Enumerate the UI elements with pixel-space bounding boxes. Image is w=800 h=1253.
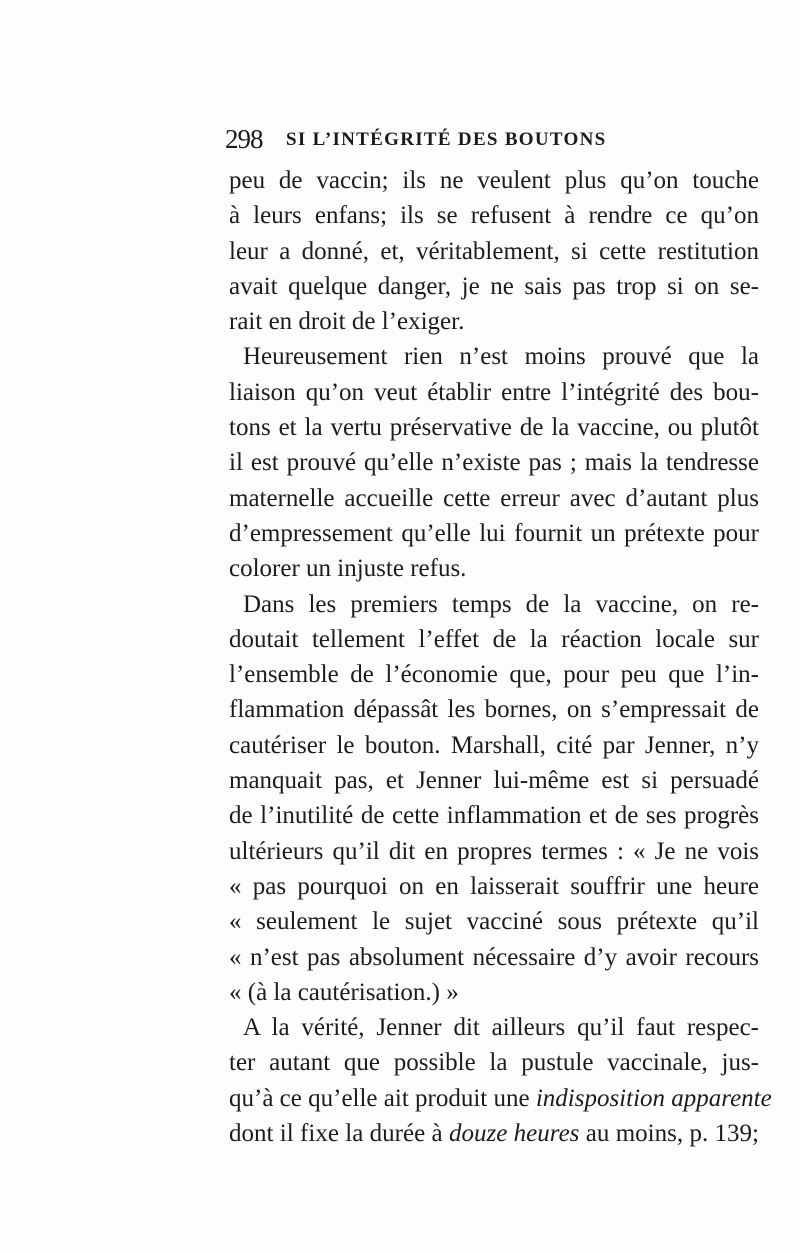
text-line: manquait pas, et Jenner lui-même est si persuadé (229, 767, 759, 795)
text-line: il est prouvé qu’elle n’existe pas ; mais la tendresse (229, 449, 759, 477)
text-line: colorer un injuste refus. (229, 555, 467, 583)
quote-line: « pas pourquoi on en laisserait souffrir une heure (229, 872, 759, 900)
page-number: 298 (225, 124, 263, 154)
paragraph-start: Dans les premiers temps de la vaccine, on re- (243, 590, 759, 618)
text-line: ultérieurs qu’il dit en propres termes : « Je ne vois (229, 837, 759, 865)
text-line: rait en droit de l’exiger. (229, 308, 465, 336)
text-line: doutait tellement l’effet de la réaction locale sur (229, 625, 759, 653)
text-line: liaison qu’on veut établir entre l’intégrité des bou- (229, 378, 759, 406)
text-line: tons et la vertu préservative de la vaccine, ou plutôt (229, 414, 759, 442)
text-line (229, 1116, 759, 1151)
italic-phrase: douze heures (449, 1120, 580, 1148)
quote-line: « seulement le sujet vacciné sous prétexte qu’il (229, 908, 759, 936)
text-line: à leurs enfans; ils se refusent à rendre ce qu’on (229, 202, 759, 230)
text-line: leur a donné, et, véritablement, si cette restitution (229, 237, 759, 265)
italic-phrase: indisposition apparente (535, 1084, 772, 1112)
text-line: maternelle accueille cette erreur avec d’autant plus (229, 484, 759, 512)
text-line: cautériser le bouton. Marshall, cité par Jenner, n’y (229, 731, 759, 759)
quote-line: « n’est pas absolument nécessaire d’y avoir recours (229, 943, 759, 971)
text-segment: dont il fixe la durée à (229, 1120, 443, 1148)
quote-line: « (à la cautérisation.) » (229, 978, 459, 1006)
text-segment: au moins, p. 139; (585, 1120, 759, 1148)
text-line: peu de vaccin; ils ne veulent plus qu’on touche (229, 167, 759, 194)
text-line: ter autant que possible la pustule vaccinale, jus- (229, 1049, 759, 1077)
paragraph-start: Heureusement rien n’est moins prouvé que la (243, 343, 759, 371)
text-line: avait quelque danger, je ne sais pas trop si on se- (229, 272, 759, 300)
paragraph-start: A la vérité, Jenner dit ailleurs qu’il faut respec- (243, 1014, 759, 1042)
text-line: flammation dépassât les bornes, on s’empressait de (229, 696, 759, 724)
text-line: de l’inutilité de cette inflammation et de ses progrès (229, 802, 759, 830)
body-text (229, 163, 772, 1151)
text-line: l’ensemble de l’économie que, pour peu que l’in- (229, 661, 759, 689)
text-segment: qu’à ce qu’elle ait produit une (229, 1084, 530, 1112)
running-title: SI L’INTÉGRITÉ DES BOUTONS (286, 129, 607, 150)
text-line: d’empressement qu’elle lui fournit un prétexte pour (229, 519, 759, 547)
text-line (229, 1081, 772, 1116)
